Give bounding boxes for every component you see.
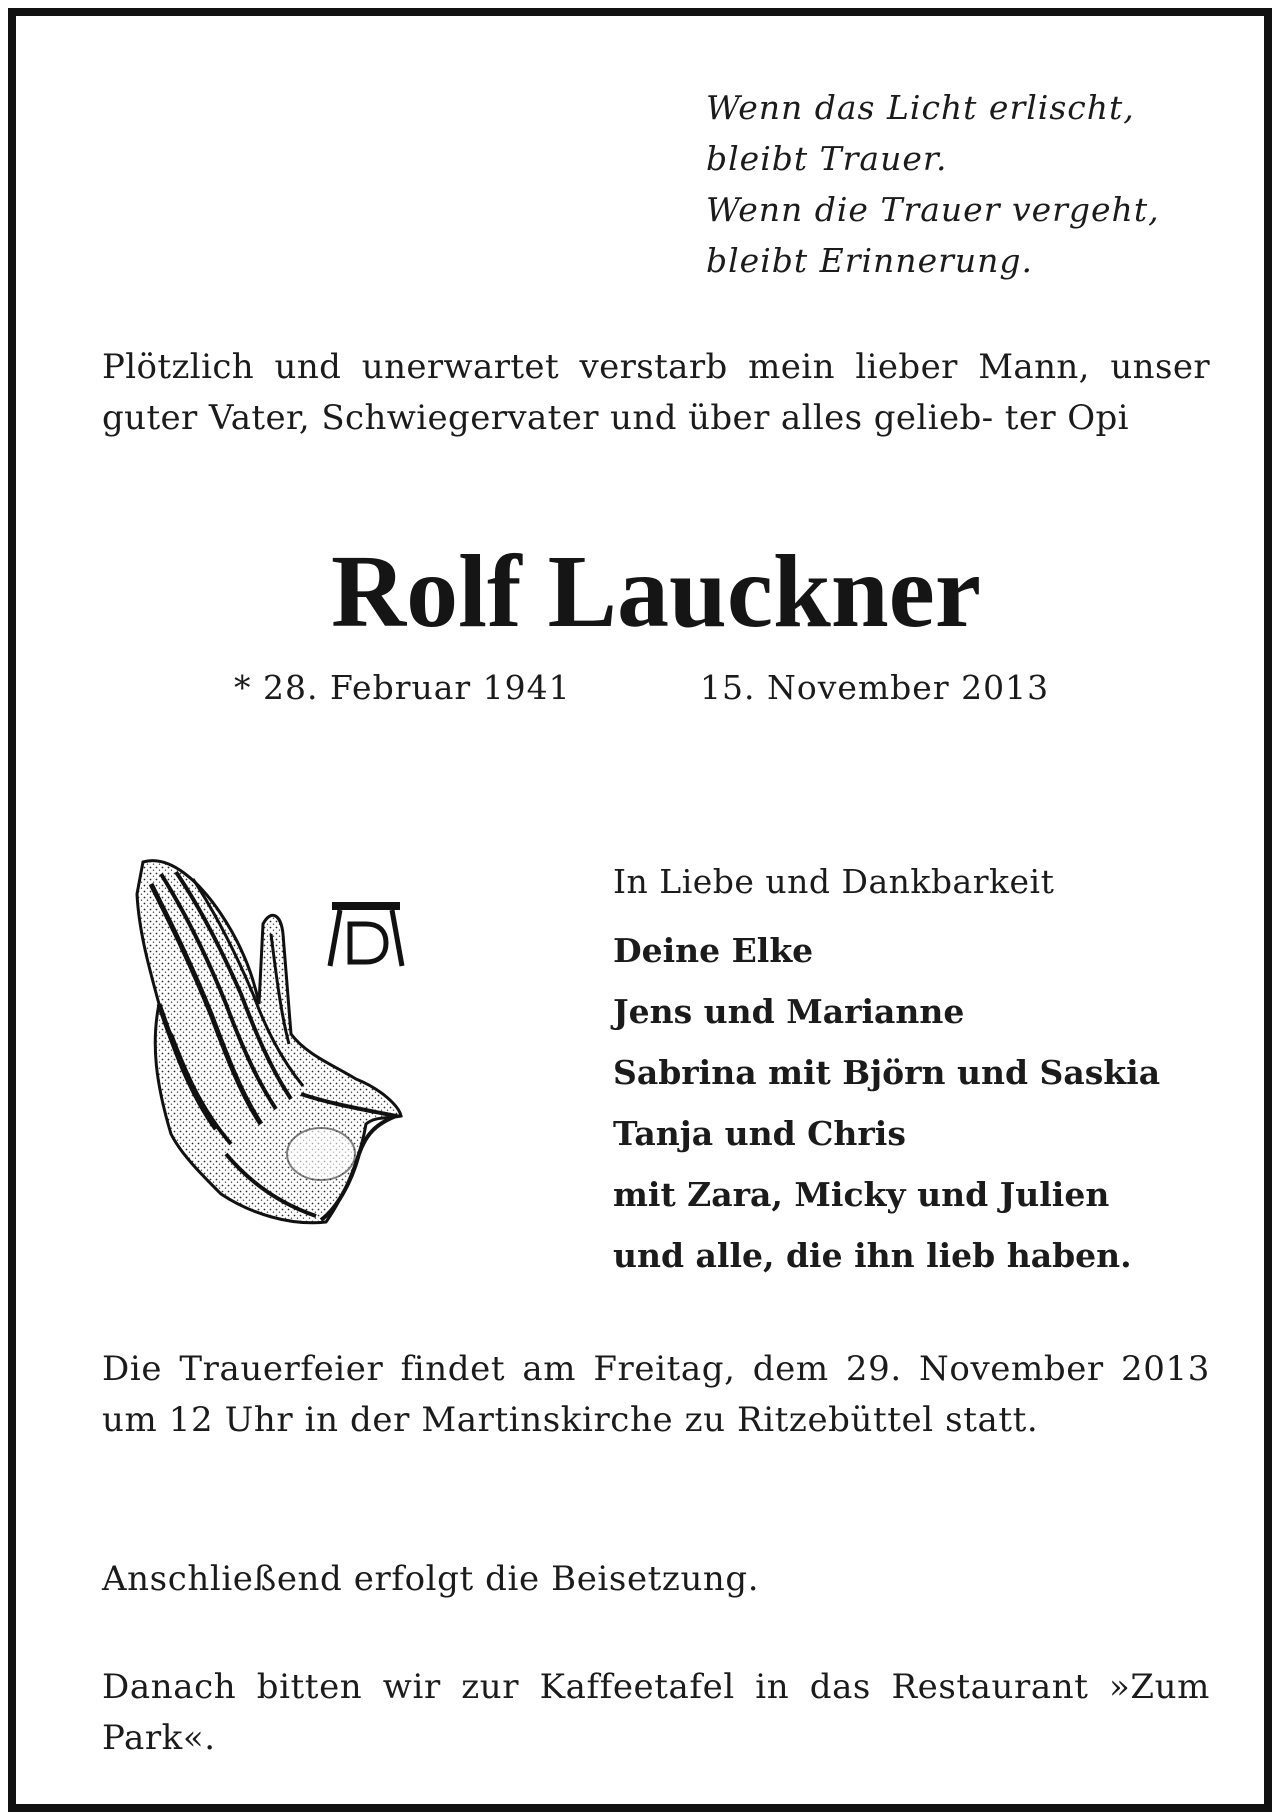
death-date: 15. November 2013 bbox=[700, 668, 1050, 707]
coffee-line: »Zum Park«. bbox=[102, 1667, 1210, 1758]
poem-line: Wenn die Trauer vergeht, bbox=[706, 190, 1160, 229]
deceased-name: Rolf Lauckner bbox=[331, 534, 981, 649]
poem-line: Wenn das Licht erlischt, bbox=[706, 88, 1135, 127]
obituary-frame bbox=[8, 8, 1272, 1812]
coffee-text bbox=[102, 1662, 1210, 1764]
intro-line: unser guter Vater, Schwiegervater und über alles gelieb- bbox=[102, 347, 1210, 438]
family-member: Jens und Marianne bbox=[613, 992, 965, 1031]
family-member: Deine Elke bbox=[613, 931, 814, 970]
family-member: und alle, die ihn lieb haben. bbox=[613, 1236, 1132, 1275]
family-member: mit Zara, Micky und Julien bbox=[613, 1175, 1110, 1214]
coffee-line: Danach bitten wir zur Kaffeetafel in das Restaurant bbox=[102, 1667, 1089, 1707]
intro-text bbox=[102, 342, 1210, 444]
poem-line: bleibt Trauer. bbox=[706, 139, 948, 178]
poem bbox=[706, 82, 1246, 286]
poem-line: bleibt Erinnerung. bbox=[706, 241, 1033, 280]
ceremony-line: 2013 um 12 Uhr in der Martinskirche zu Ritzebüttel bbox=[102, 1349, 1210, 1440]
intro-line: Plötzlich und unerwartet verstarb mein lieber Mann, bbox=[102, 347, 1090, 387]
burial-text: Anschließend erfolgt die Beisetzung. bbox=[102, 1559, 760, 1599]
family-block bbox=[613, 858, 1253, 1286]
family-member: Sabrina mit Björn und Saskia bbox=[613, 1053, 1161, 1092]
birth-date: * 28. Februar 1941 bbox=[234, 668, 571, 707]
family-member: Tanja und Chris bbox=[613, 1114, 906, 1153]
family-lead: In Liebe und Dankbarkeit bbox=[613, 862, 1055, 901]
ceremony-text bbox=[102, 1344, 1210, 1446]
intro-line: ter Opi bbox=[1004, 398, 1129, 438]
AD-monogram-icon bbox=[326, 900, 406, 968]
ceremony-line: statt. bbox=[945, 1400, 1039, 1440]
ceremony-line: Die Trauerfeier findet am Freitag, dem 29. November bbox=[102, 1349, 1104, 1389]
